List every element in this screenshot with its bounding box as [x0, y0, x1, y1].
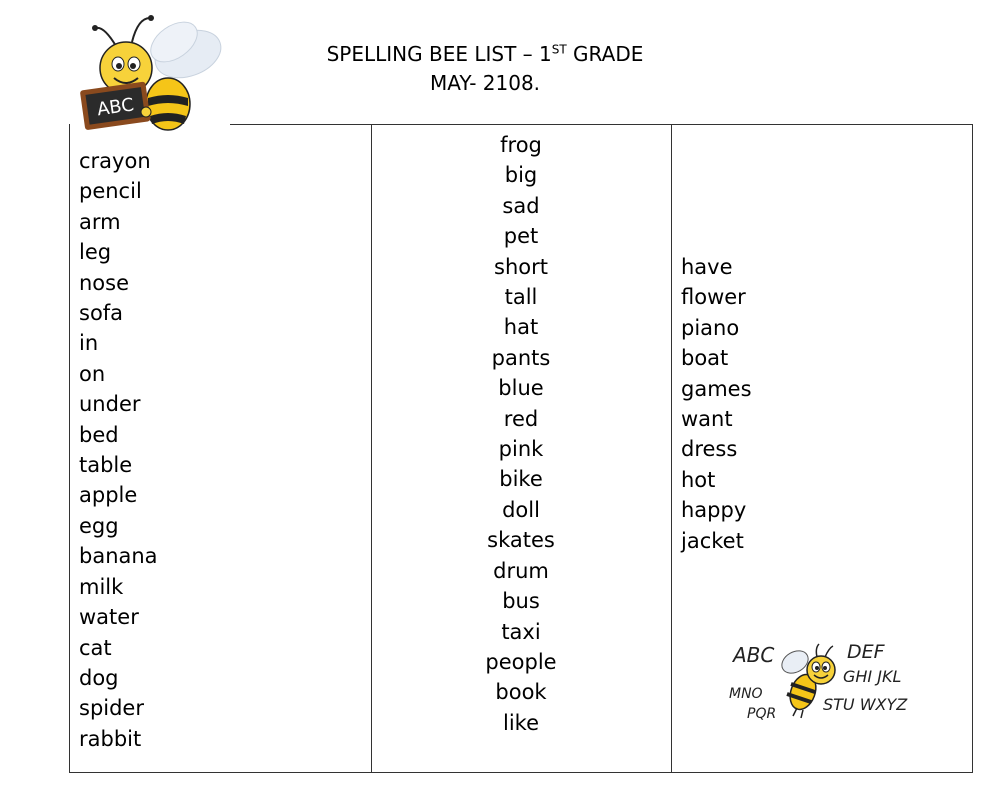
word-item: sad [502, 193, 540, 218]
word-item: frog [500, 133, 542, 157]
word-item: short [494, 254, 548, 279]
table-top-border [230, 124, 973, 125]
word-item: drum [493, 558, 549, 583]
word-item: doll [502, 497, 540, 522]
word-item: rabbit [79, 726, 142, 751]
word-item: under [79, 392, 141, 417]
word-item: in [79, 331, 99, 356]
word-item: bed [79, 422, 119, 447]
word-item: egg [79, 513, 119, 538]
word-item: tall [504, 285, 538, 310]
word-item: book [495, 680, 547, 705]
word-item: hat [503, 315, 539, 340]
table-divider-2 [671, 124, 672, 773]
word-item: cat [79, 635, 112, 660]
word-item: crayon [79, 149, 151, 173]
alphabet-stu-wxyz: STU WXYZ [823, 695, 908, 714]
title-suffix: GRADE [566, 42, 644, 66]
page-date: MAY- 2108. [429, 71, 541, 95]
word-item: like [502, 710, 539, 735]
page-title [230, 40, 740, 69]
word-item: nose [79, 270, 130, 295]
table-left-border [69, 124, 70, 773]
title-prefix: SPELLING BEE LIST – 1 [326, 42, 552, 66]
word-item: leg [79, 240, 112, 265]
word-item: blue [498, 376, 544, 401]
word-item: pencil [79, 179, 142, 204]
word-item: taxi [501, 619, 541, 644]
word-item: apple [79, 483, 138, 508]
word-item: skates [487, 528, 555, 553]
word-item: happy [681, 498, 747, 523]
word-item: pants [491, 345, 551, 370]
word-column-right [681, 252, 752, 556]
word-item: jacket [681, 528, 744, 553]
word-item: milk [79, 574, 124, 599]
word-item: pet [503, 224, 539, 249]
word-item: water [79, 605, 139, 630]
word-item: sofa [79, 301, 124, 326]
page-title-block [230, 40, 740, 98]
word-item: flower [681, 285, 746, 310]
word-item: games [681, 376, 752, 401]
alphabet-pqr: PQR [747, 706, 777, 722]
word-item: pink [498, 437, 544, 462]
word-item: red [503, 406, 539, 431]
word-item: dress [681, 437, 738, 462]
word-item: big [504, 163, 538, 188]
word-item: bus [502, 589, 540, 614]
slate-abc-text: ABC [95, 94, 136, 121]
alphabet-mno: MNO [729, 686, 763, 702]
word-item: people [485, 649, 557, 674]
word-item: have [681, 255, 733, 279]
word-item: boat [681, 346, 729, 371]
word-item: on [79, 361, 106, 386]
alphabet-abc: ABC [733, 643, 775, 667]
word-item: dog [79, 665, 119, 690]
word-column-left [79, 146, 158, 754]
word-column-middle [372, 130, 670, 738]
alphabet-ghi-jkl: GHI JKL [843, 667, 902, 686]
bee-abc-logo [76, 12, 226, 142]
word-item: bike [499, 467, 543, 492]
bee-alphabet-clipart [725, 630, 925, 725]
word-item: banana [79, 544, 158, 569]
table-right-border [972, 124, 973, 773]
title-superscript: ST [551, 42, 567, 57]
word-item: want [681, 407, 733, 432]
word-item: piano [681, 315, 740, 340]
word-item: spider [79, 696, 144, 721]
word-item: hot [681, 467, 716, 492]
alphabet-def: DEF [847, 641, 885, 663]
word-item: table [79, 453, 133, 478]
word-item: arm [79, 209, 121, 234]
table-bottom-border [69, 772, 973, 773]
